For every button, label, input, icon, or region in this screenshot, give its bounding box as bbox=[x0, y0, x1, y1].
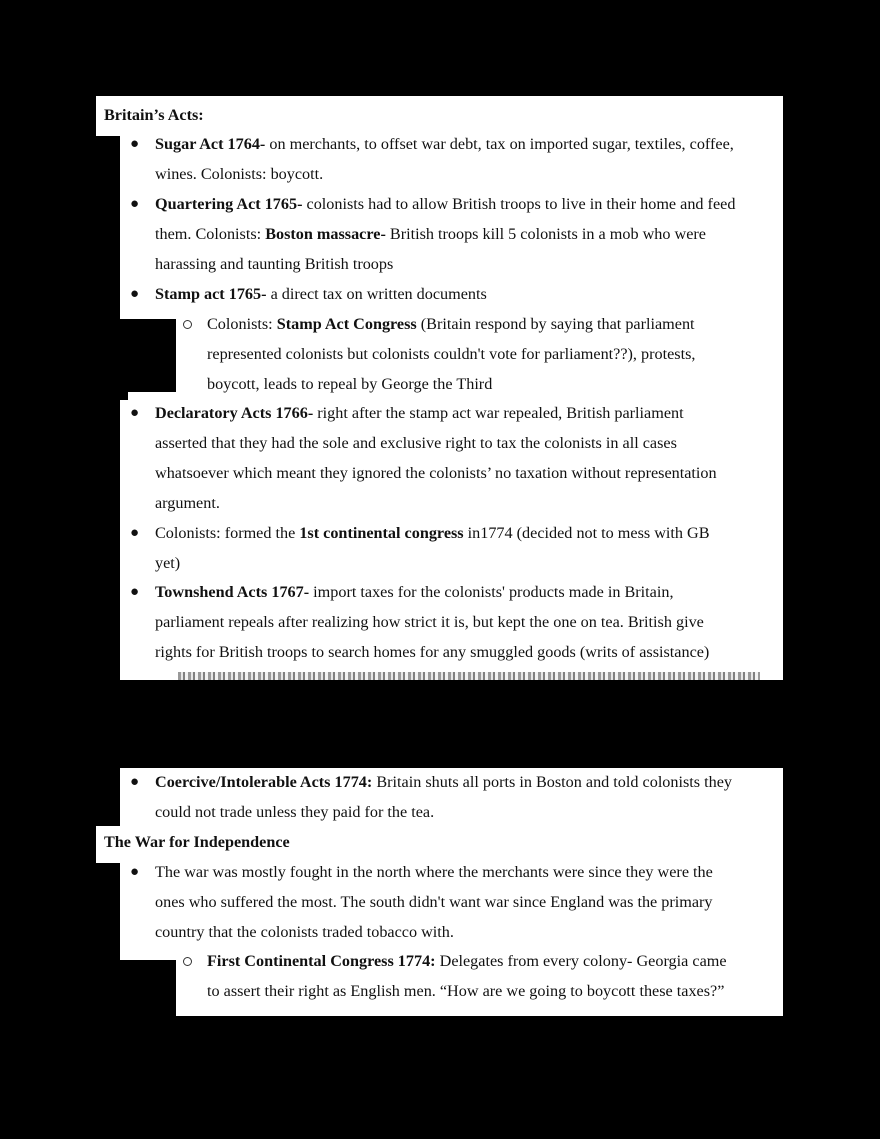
term: Stamp act 1765- bbox=[155, 285, 267, 303]
list-item-sugar-act bbox=[155, 129, 734, 159]
term: Sugar Act 1764- bbox=[155, 135, 266, 153]
list-item-coercive-acts bbox=[155, 767, 732, 797]
list-item-townshend-acts bbox=[155, 577, 674, 607]
list-item-line: rights for British troops to search homes for any smuggled goods (writs of assistance) bbox=[155, 643, 710, 661]
text: them. Colonists: bbox=[155, 225, 266, 243]
term: Stamp Act Congress bbox=[276, 315, 417, 333]
text: Colonists: formed the bbox=[155, 524, 300, 542]
list-item-line: wines. Colonists: boycott. bbox=[155, 165, 324, 183]
text: British troops kill 5 colonists in a mob who were bbox=[385, 225, 706, 243]
list-item-line: yet) bbox=[155, 554, 181, 572]
sub-item-line: to assert their right as English men. “How are we going to boycott these taxes?” bbox=[207, 982, 725, 1000]
sub-item-line: represented colonists but colonists couldn't vote for parliament??), protests, bbox=[207, 345, 696, 363]
bullet-icon: ● bbox=[130, 286, 140, 302]
list-item-quartering-act bbox=[155, 189, 735, 219]
list-item-line: could not trade unless they paid for the tea. bbox=[155, 803, 435, 821]
text: Delegates from every colony- Georgia came bbox=[435, 952, 727, 970]
list-item-line: argument. bbox=[155, 494, 220, 512]
list-item-stamp-act bbox=[155, 279, 487, 309]
text: in1774 (decided not to mess with GB bbox=[463, 524, 710, 542]
bullet-icon: ● bbox=[130, 196, 140, 212]
term: First Continental Congress 1774: bbox=[207, 952, 436, 970]
text: (Britain respond by saying that parliament bbox=[416, 315, 695, 333]
bullet-icon: ● bbox=[130, 136, 140, 152]
bullet-icon: ● bbox=[130, 774, 140, 790]
text: import taxes for the colonists' products made in Britain, bbox=[309, 583, 674, 601]
term: Boston massacre- bbox=[265, 225, 386, 243]
bullet-icon: ● bbox=[130, 405, 140, 421]
text: Colonists: bbox=[207, 315, 277, 333]
bullet-icon: ● bbox=[130, 525, 140, 541]
bullet-icon: ● bbox=[130, 864, 140, 880]
hollow-bullet-icon bbox=[183, 320, 192, 329]
list-item-line: asserted that they had the sole and exclusive right to tax the colonists in all cases bbox=[155, 434, 677, 452]
list-item-line: harassing and taunting British troops bbox=[155, 255, 394, 273]
list-item-line: country that the colonists traded tobacco with. bbox=[155, 923, 454, 941]
list-item-line: parliament repeals after realizing how strict it is, but kept the one on tea. British give bbox=[155, 613, 704, 631]
term: Quartering Act 1765- bbox=[155, 195, 303, 213]
text: right after the stamp act war repealed, British parliament bbox=[313, 404, 684, 422]
list-item-continental-congress bbox=[155, 518, 710, 548]
text: colonists had to allow British troops to live in their home and feed bbox=[302, 195, 736, 213]
bullet-icon: ● bbox=[130, 584, 140, 600]
list-item-war-north: The war was mostly fought in the north where the merchants were since they were the bbox=[155, 863, 713, 881]
hollow-bullet-icon bbox=[183, 957, 192, 966]
term: 1st continental congress bbox=[299, 524, 464, 542]
sub-item-line: boycott, leads to repeal by George the Third bbox=[207, 375, 493, 393]
text: Britain shuts all ports in Boston and told colonists they bbox=[372, 773, 733, 791]
term: Townshend Acts 1767- bbox=[155, 583, 310, 601]
cut-off-sub-bullet-line bbox=[178, 672, 760, 680]
list-item-line: ones who suffered the most. The south didn't want war since England was the primary bbox=[155, 893, 713, 911]
term: Declaratory Acts 1766- bbox=[155, 404, 314, 422]
text: a direct tax on written documents bbox=[266, 285, 487, 303]
sub-item-stamp-act-congress bbox=[207, 309, 695, 339]
section-heading-war-for-independence: The War for Independence bbox=[104, 833, 290, 851]
list-item-line: whatsoever which meant they ignored the colonists’ no taxation without representation bbox=[155, 464, 717, 482]
list-item-declaratory-acts bbox=[155, 398, 684, 428]
text: on merchants, to offset war debt, tax on imported sugar, textiles, coffee, bbox=[265, 135, 734, 153]
list-item-line bbox=[155, 219, 706, 249]
sub-item-first-continental-congress bbox=[207, 946, 727, 976]
section-heading-britains-acts: Britain’s Acts: bbox=[104, 106, 204, 124]
term: Coercive/Intolerable Acts 1774: bbox=[155, 773, 373, 791]
